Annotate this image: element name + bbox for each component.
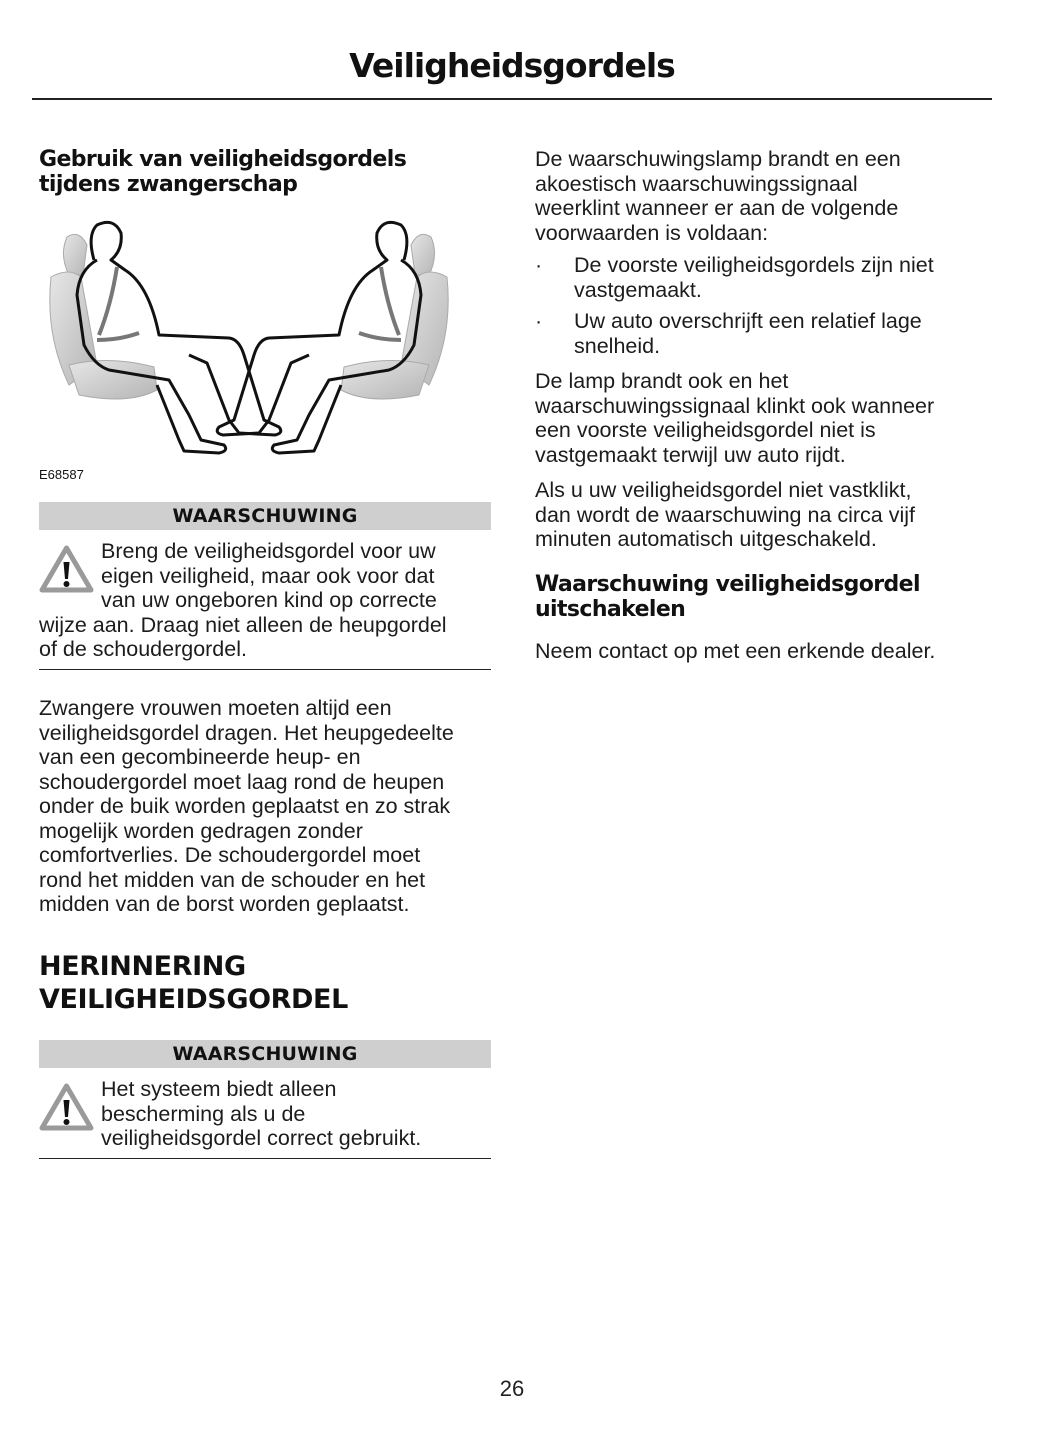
warning-triangle-icon xyxy=(39,545,94,593)
reminder-intro-paragraph: De waarschuwingslamp brandt en een akoestisch waarschuwingssignaal weerklint wanneer er aan de volgende voorwaarden is voldaan: xyxy=(535,147,901,245)
section-heading-disable-warning: Waarschuwing veiligheidsgordel uitschakelen xyxy=(535,572,920,622)
section-heading-pregnancy xyxy=(39,147,491,197)
pregnant-seatbelt-illustration xyxy=(39,215,459,460)
warning-box-reminder xyxy=(39,1040,491,1159)
bullet-icon: · xyxy=(535,253,543,277)
list-item: · De voorste veiligheidsgordels zijn niet vastgemaakt. xyxy=(535,253,934,302)
conditions-list xyxy=(535,253,987,358)
page-title: Veiligheidsgordels xyxy=(349,46,675,85)
list-item: · Uw auto overschrijft een relatief lage snelheid. xyxy=(535,309,922,358)
warning-text: Het systeem biedt alleen bescherming als u de veiligheidsgordel correct gebruikt. xyxy=(39,1077,491,1151)
warning-bottom-rule xyxy=(39,669,491,671)
figure-code: E68587 xyxy=(39,467,84,482)
warning-text: Breng de veiligheidsgordel voor uw eigen veiligheid, maar ook voor dat van uw ongeboren kind op correcte wijze aan. Draag niet alleen de heupgordel of de schoudergordel. xyxy=(39,539,447,661)
bullet-icon: · xyxy=(535,309,543,333)
section-heading-reminder: HERINNERING VEILIGHEIDSGORDEL xyxy=(39,951,348,1015)
lamp-paragraph: De lamp brandt ook en het waarschuwingssignaal klinkt ook wanneer een voorste veiligheidsgordel niet is vastgemaakt terwijl uw auto rijdt. xyxy=(535,369,935,467)
warning-header: WAARSCHUWING xyxy=(39,1040,491,1068)
auto-off-paragraph: Als u uw veiligheidsgordel niet vastklikt, dan wordt de waarschuwing na circa vijf minuten automatisch uitgeschakeld. xyxy=(535,478,916,551)
heading-line: Gebruik van veiligheidsgordels xyxy=(39,147,407,172)
pregnancy-paragraph: Zwangere vrouwen moeten altijd een veiligheidsgordel dragen. Het heupgedeelte van een gecombineerde heup- en schoudergordel moet laag rond de heupen onder de buik worden geplaatst en zo strak mogelijk worden gedragen zonder comfortverlies. De schoudergordel moet rond het midden van de schouder en het midden van de borst worden geplaatst. xyxy=(39,696,454,916)
heading-line: tijdens zwangerschap xyxy=(39,172,298,197)
warning-header: WAARSCHUWING xyxy=(39,502,491,530)
title-divider xyxy=(32,98,992,100)
dealer-paragraph: Neem contact op met een erkende dealer. xyxy=(535,639,936,663)
warning-triangle-icon xyxy=(39,1083,94,1131)
warning-box-pregnancy xyxy=(39,502,491,670)
warning-bottom-rule xyxy=(39,1158,491,1160)
page-number: 26 xyxy=(499,1376,525,1401)
